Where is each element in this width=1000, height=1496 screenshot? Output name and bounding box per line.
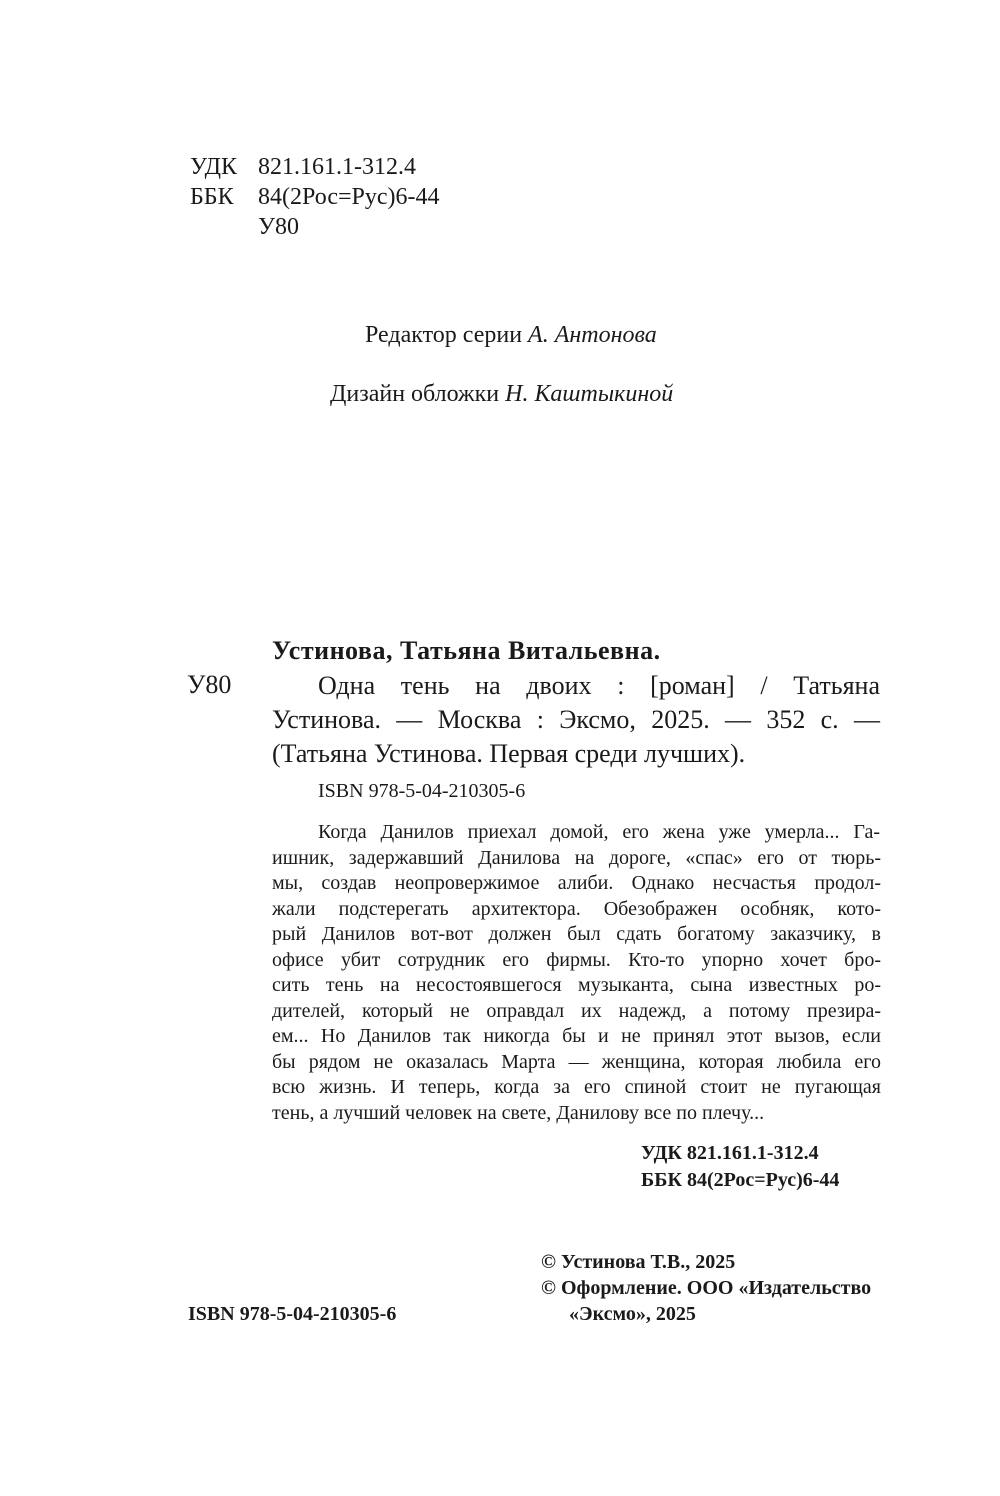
annotation-line-3: мы, создав неопровержимое алиби. Однако несчастья продол- (272, 872, 881, 894)
annotation-line-11: всю жизнь. И теперь, когда за его спиной стоит не пугающая (272, 1076, 881, 1098)
footer-isbn: ISBN 978-5-04-210305-6 (188, 1303, 397, 1325)
bbk-value: 84(2Рос=Рус)6-44 (258, 184, 440, 210)
annotation-line-7: сить тень на несостоявшегося музыканта, сына известных ро- (272, 974, 881, 996)
series-editor-name: А. Антонова (528, 322, 657, 348)
copyright-line-3: «Эксмо», 2025 (569, 1303, 696, 1325)
series-editor-role: Редактор серии (365, 322, 523, 348)
annotation-line-9: ем... Но Данилов так никогда бы и не принял этот вызов, если (272, 1025, 881, 1047)
annotation-line-5: рый Данилов вот-вот должен был сдать богатому заказчику, в (272, 923, 881, 945)
annotation-line-12: тень, а лучший человек на свете, Данилову все по плечу... (272, 1102, 765, 1124)
series-editor-credit (365, 322, 657, 349)
author-heading: Устинова, Татьяна Витальевна. (272, 636, 661, 665)
bottom-bbk: ББК 84(2Рос=Рус)6-44 (641, 1169, 840, 1191)
annotation-line-8: дителей, который не оправдал их надежд, а потому презира- (272, 1000, 881, 1022)
title-line-2: Устинова. — Москва : Эксмо, 2025. — 352 с. — (272, 705, 880, 734)
annotation-line-4: жали подстерегать архитектора. Обезображен особняк, кото- (272, 898, 881, 920)
copyright-line-2: © Оформление. ООО «Издательство (541, 1277, 872, 1299)
annotation-line-6: офисе убит сотрудник его фирмы. Кто-то упорно хочет бро- (272, 949, 881, 971)
record-isbn: ISBN 978-5-04-210305-6 (318, 780, 526, 802)
bbk-row (190, 182, 490, 213)
copyright-line-1: © Устинова Т.В., 2025 (541, 1251, 736, 1273)
cover-design-credit (330, 381, 673, 408)
title-line-1: Одна тень на двоих : [роман] / Татьяна (318, 671, 880, 700)
title-line-3: (Татьяна Устинова. Первая среди лучших). (272, 739, 746, 768)
udk-label: УДК (190, 154, 237, 180)
udk-row (190, 152, 490, 183)
author-mark-record: У80 (187, 670, 232, 699)
bottom-udk: УДК 821.161.1-312.4 (641, 1142, 819, 1164)
cover-design-name: Н. Каштыкиной (505, 381, 674, 407)
bbk-label: ББК (190, 184, 234, 210)
author-mark-top: У80 (258, 214, 299, 240)
cover-design-role: Дизайн обложки (330, 381, 500, 407)
udk-value: 821.161.1-312.4 (258, 154, 416, 180)
annotation-line-10: бы рядом не оказалась Марта — женщина, которая любила его (272, 1051, 881, 1073)
annotation-line-2: ишник, задержавший Данилова на дороге, «спас» его от тюрь- (272, 847, 881, 869)
annotation-line-1: Когда Данилов приехал домой, его жена уже умерла... Га- (318, 821, 880, 843)
